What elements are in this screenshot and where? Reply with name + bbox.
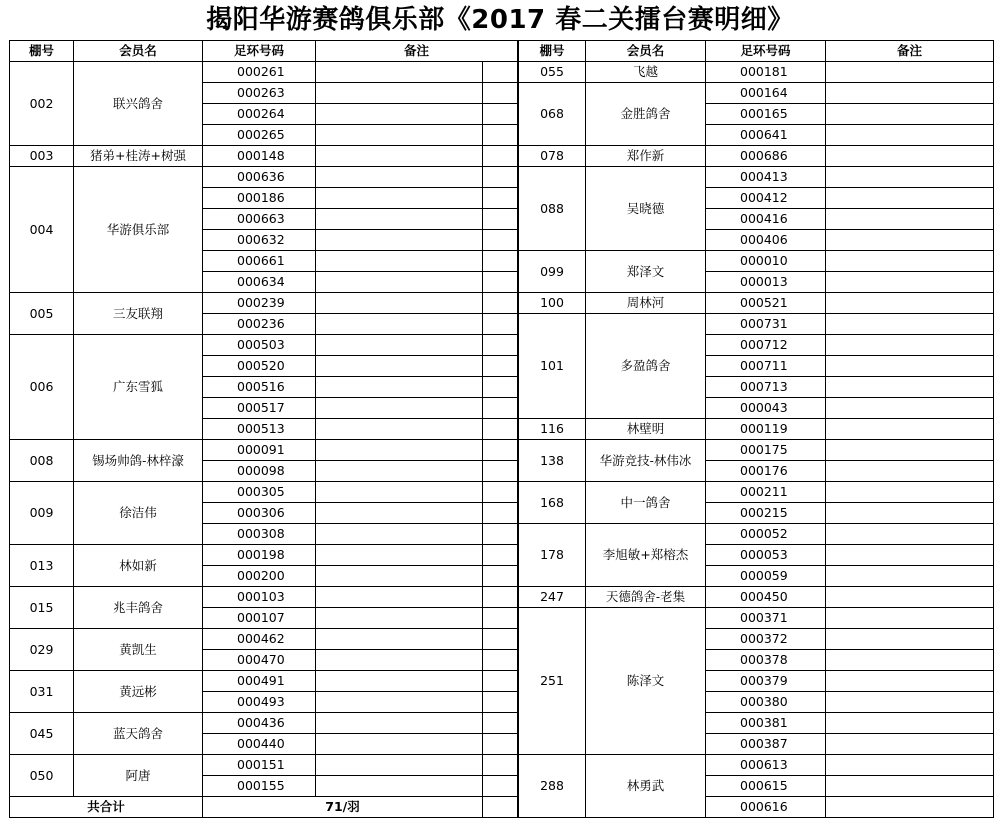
ring-number: 000711 bbox=[706, 356, 826, 377]
ring-number: 000198 bbox=[203, 545, 316, 566]
note-cell bbox=[826, 650, 994, 671]
table-row bbox=[519, 524, 994, 545]
ring-number: 000148 bbox=[203, 146, 316, 167]
total-row bbox=[10, 797, 518, 818]
member-name: 黄凯生 bbox=[74, 629, 203, 671]
ring-number: 000513 bbox=[203, 419, 316, 440]
shed-number: 008 bbox=[10, 440, 74, 482]
note-cell bbox=[316, 713, 483, 734]
ring-number: 000175 bbox=[706, 440, 826, 461]
ring-number: 000450 bbox=[706, 587, 826, 608]
note-cell bbox=[826, 482, 994, 503]
ring-number: 000052 bbox=[706, 524, 826, 545]
note-extra-cell bbox=[483, 482, 518, 503]
shed-number: 178 bbox=[519, 524, 586, 587]
table-row bbox=[519, 83, 994, 104]
header-shed: 棚号 bbox=[10, 41, 74, 62]
ring-number: 000186 bbox=[203, 188, 316, 209]
table-row bbox=[519, 293, 994, 314]
ring-number: 000059 bbox=[706, 566, 826, 587]
note-extra-cell bbox=[483, 398, 518, 419]
note-cell bbox=[826, 797, 994, 818]
member-name: 陈泽文 bbox=[586, 608, 706, 755]
note-cell bbox=[826, 587, 994, 608]
note-extra-cell bbox=[483, 608, 518, 629]
note-cell bbox=[826, 419, 994, 440]
note-extra-cell bbox=[483, 251, 518, 272]
ring-number: 000517 bbox=[203, 398, 316, 419]
header-note: 备注 bbox=[826, 41, 994, 62]
table-row bbox=[519, 62, 994, 83]
note-extra-cell bbox=[483, 230, 518, 251]
table-row bbox=[10, 629, 518, 650]
table-row bbox=[519, 146, 994, 167]
note-cell bbox=[316, 146, 483, 167]
note-cell bbox=[826, 230, 994, 251]
shed-number: 031 bbox=[10, 671, 74, 713]
member-name: 阿唐 bbox=[74, 755, 203, 797]
note-cell bbox=[316, 461, 483, 482]
total-blank bbox=[483, 797, 518, 818]
ring-number: 000436 bbox=[203, 713, 316, 734]
note-cell bbox=[316, 692, 483, 713]
note-cell bbox=[316, 524, 483, 545]
note-cell bbox=[826, 293, 994, 314]
member-name: 锡场帅鸽-林梓濠 bbox=[74, 440, 203, 482]
shed-number: 068 bbox=[519, 83, 586, 146]
ring-number: 000516 bbox=[203, 377, 316, 398]
note-extra-cell bbox=[483, 776, 518, 797]
member-name: 三友联翔 bbox=[74, 293, 203, 335]
note-cell bbox=[826, 629, 994, 650]
shed-number: 005 bbox=[10, 293, 74, 335]
note-extra-cell bbox=[483, 335, 518, 356]
table-row bbox=[519, 587, 994, 608]
note-extra-cell bbox=[483, 125, 518, 146]
note-extra-cell bbox=[483, 209, 518, 230]
member-name: 郑泽文 bbox=[586, 251, 706, 293]
ring-number: 000306 bbox=[203, 503, 316, 524]
member-name: 中一鸽舍 bbox=[586, 482, 706, 524]
member-name: 天德鸽舍-老集 bbox=[586, 587, 706, 608]
member-name: 飞越 bbox=[586, 62, 706, 83]
page-title: 揭阳华游赛鸽俱乐部《2017 春二关擂台赛明细》 bbox=[206, 5, 794, 35]
note-cell bbox=[316, 62, 483, 83]
header-note: 备注 bbox=[316, 41, 518, 62]
note-cell bbox=[826, 734, 994, 755]
note-extra-cell bbox=[483, 167, 518, 188]
note-cell bbox=[316, 188, 483, 209]
member-name: 联兴鸽舍 bbox=[74, 62, 203, 146]
ring-number: 000462 bbox=[203, 629, 316, 650]
shed-number: 003 bbox=[10, 146, 74, 167]
note-cell bbox=[316, 482, 483, 503]
ring-number: 000264 bbox=[203, 104, 316, 125]
member-name: 广东雪狐 bbox=[74, 335, 203, 440]
header-member: 会员名 bbox=[586, 41, 706, 62]
note-cell bbox=[826, 461, 994, 482]
ring-number: 000236 bbox=[203, 314, 316, 335]
note-cell bbox=[316, 356, 483, 377]
table-row bbox=[10, 545, 518, 566]
note-cell bbox=[826, 188, 994, 209]
ring-number: 000413 bbox=[706, 167, 826, 188]
note-cell bbox=[826, 503, 994, 524]
note-cell bbox=[826, 671, 994, 692]
note-cell bbox=[826, 104, 994, 125]
note-cell bbox=[826, 566, 994, 587]
note-cell bbox=[826, 251, 994, 272]
note-cell bbox=[826, 755, 994, 776]
ring-number: 000164 bbox=[706, 83, 826, 104]
ring-number: 000521 bbox=[706, 293, 826, 314]
member-name: 黄远彬 bbox=[74, 671, 203, 713]
total-label: 共合计 bbox=[10, 797, 203, 818]
ring-number: 000380 bbox=[706, 692, 826, 713]
note-cell bbox=[316, 566, 483, 587]
shed-number: 050 bbox=[10, 755, 74, 797]
table-row bbox=[10, 440, 518, 461]
note-cell bbox=[316, 608, 483, 629]
member-name: 郑作新 bbox=[586, 146, 706, 167]
member-name: 多盈鸽舍 bbox=[586, 314, 706, 419]
ring-number: 000371 bbox=[706, 608, 826, 629]
ring-number: 000013 bbox=[706, 272, 826, 293]
table-row bbox=[519, 440, 994, 461]
note-cell bbox=[316, 755, 483, 776]
note-cell bbox=[316, 671, 483, 692]
ring-number: 000305 bbox=[203, 482, 316, 503]
member-name: 林勇武 bbox=[586, 755, 706, 818]
note-cell bbox=[316, 209, 483, 230]
note-cell bbox=[826, 545, 994, 566]
member-name: 华游俱乐部 bbox=[74, 167, 203, 293]
note-cell bbox=[316, 83, 483, 104]
note-cell bbox=[826, 692, 994, 713]
ring-number: 000379 bbox=[706, 671, 826, 692]
member-name: 猪弟+桂涛+树强 bbox=[74, 146, 203, 167]
note-cell bbox=[316, 104, 483, 125]
note-cell bbox=[316, 440, 483, 461]
header-shed: 棚号 bbox=[519, 41, 586, 62]
shed-number: 045 bbox=[10, 713, 74, 755]
ring-number: 000119 bbox=[706, 419, 826, 440]
note-extra-cell bbox=[483, 755, 518, 776]
note-extra-cell bbox=[483, 650, 518, 671]
note-extra-cell bbox=[483, 293, 518, 314]
note-extra-cell bbox=[483, 419, 518, 440]
shed-number: 015 bbox=[10, 587, 74, 629]
right-detail-table bbox=[518, 40, 994, 818]
ring-number: 000263 bbox=[203, 83, 316, 104]
table-row bbox=[519, 755, 994, 776]
ring-number: 000616 bbox=[706, 797, 826, 818]
note-extra-cell bbox=[483, 566, 518, 587]
ring-number: 000308 bbox=[203, 524, 316, 545]
header-ring: 足环号码 bbox=[706, 41, 826, 62]
ring-number: 000636 bbox=[203, 167, 316, 188]
shed-number: 116 bbox=[519, 419, 586, 440]
ring-number: 000215 bbox=[706, 503, 826, 524]
note-cell bbox=[826, 146, 994, 167]
note-cell bbox=[316, 776, 483, 797]
ring-number: 000491 bbox=[203, 671, 316, 692]
ring-number: 000211 bbox=[706, 482, 826, 503]
ring-number: 000091 bbox=[203, 440, 316, 461]
table-row bbox=[519, 419, 994, 440]
ring-number: 000261 bbox=[203, 62, 316, 83]
note-extra-cell bbox=[483, 377, 518, 398]
ring-number: 000387 bbox=[706, 734, 826, 755]
note-extra-cell bbox=[483, 629, 518, 650]
shed-number: 251 bbox=[519, 608, 586, 755]
note-cell bbox=[316, 545, 483, 566]
member-name: 蓝天鸽舍 bbox=[74, 713, 203, 755]
table-row bbox=[519, 314, 994, 335]
ring-number: 000493 bbox=[203, 692, 316, 713]
header-member: 会员名 bbox=[74, 41, 203, 62]
ring-number: 000613 bbox=[706, 755, 826, 776]
member-name: 李旭敏+郑榕杰 bbox=[586, 524, 706, 587]
note-extra-cell bbox=[483, 104, 518, 125]
note-extra-cell bbox=[483, 272, 518, 293]
note-cell bbox=[826, 62, 994, 83]
ring-number: 000107 bbox=[203, 608, 316, 629]
note-cell bbox=[826, 209, 994, 230]
shed-number: 013 bbox=[10, 545, 74, 587]
ring-number: 000634 bbox=[203, 272, 316, 293]
ring-number: 000412 bbox=[706, 188, 826, 209]
ring-number: 000503 bbox=[203, 335, 316, 356]
shed-number: 100 bbox=[519, 293, 586, 314]
note-extra-cell bbox=[483, 587, 518, 608]
total-value: 71/羽 bbox=[203, 797, 483, 818]
ring-number: 000378 bbox=[706, 650, 826, 671]
table-row bbox=[10, 671, 518, 692]
left-detail-table bbox=[9, 40, 518, 818]
note-cell bbox=[316, 167, 483, 188]
note-extra-cell bbox=[483, 440, 518, 461]
shed-number: 078 bbox=[519, 146, 586, 167]
note-extra-cell bbox=[483, 62, 518, 83]
ring-number: 000053 bbox=[706, 545, 826, 566]
note-cell bbox=[316, 650, 483, 671]
ring-number: 000731 bbox=[706, 314, 826, 335]
shed-number: 288 bbox=[519, 755, 586, 818]
table-row bbox=[10, 482, 518, 503]
note-cell bbox=[316, 293, 483, 314]
note-extra-cell bbox=[483, 146, 518, 167]
shed-number: 247 bbox=[519, 587, 586, 608]
ring-number: 000265 bbox=[203, 125, 316, 146]
ring-number: 000661 bbox=[203, 251, 316, 272]
member-name: 徐洁伟 bbox=[74, 482, 203, 545]
note-cell bbox=[826, 398, 994, 419]
note-extra-cell bbox=[483, 83, 518, 104]
member-name: 吴晓德 bbox=[586, 167, 706, 251]
note-cell bbox=[316, 587, 483, 608]
table-row bbox=[519, 167, 994, 188]
ring-number: 000713 bbox=[706, 377, 826, 398]
ring-number: 000381 bbox=[706, 713, 826, 734]
member-name: 林壁明 bbox=[586, 419, 706, 440]
ring-number: 000520 bbox=[203, 356, 316, 377]
note-cell bbox=[826, 356, 994, 377]
table-row bbox=[519, 482, 994, 503]
note-extra-cell bbox=[483, 524, 518, 545]
shed-number: 138 bbox=[519, 440, 586, 482]
note-extra-cell bbox=[483, 314, 518, 335]
ring-number: 000632 bbox=[203, 230, 316, 251]
note-extra-cell bbox=[483, 356, 518, 377]
ring-number: 000010 bbox=[706, 251, 826, 272]
shed-number: 002 bbox=[10, 62, 74, 146]
shed-number: 029 bbox=[10, 629, 74, 671]
note-cell bbox=[826, 125, 994, 146]
note-cell bbox=[826, 377, 994, 398]
note-extra-cell bbox=[483, 692, 518, 713]
member-name: 林如新 bbox=[74, 545, 203, 587]
ring-number: 000155 bbox=[203, 776, 316, 797]
shed-number: 088 bbox=[519, 167, 586, 251]
ring-number: 000416 bbox=[706, 209, 826, 230]
note-cell bbox=[826, 335, 994, 356]
note-cell bbox=[826, 167, 994, 188]
note-cell bbox=[826, 314, 994, 335]
note-cell bbox=[316, 377, 483, 398]
right-header-row bbox=[519, 41, 994, 62]
note-cell bbox=[826, 272, 994, 293]
ring-number: 000098 bbox=[203, 461, 316, 482]
ring-number: 000406 bbox=[706, 230, 826, 251]
note-extra-cell bbox=[483, 734, 518, 755]
ring-number: 000239 bbox=[203, 293, 316, 314]
note-cell bbox=[826, 776, 994, 797]
shed-number: 168 bbox=[519, 482, 586, 524]
left-header-row bbox=[10, 41, 518, 62]
ring-number: 000663 bbox=[203, 209, 316, 230]
shed-number: 101 bbox=[519, 314, 586, 419]
note-extra-cell bbox=[483, 188, 518, 209]
note-cell bbox=[316, 272, 483, 293]
ring-number: 000372 bbox=[706, 629, 826, 650]
ring-number: 000043 bbox=[706, 398, 826, 419]
note-cell bbox=[316, 125, 483, 146]
shed-number: 055 bbox=[519, 62, 586, 83]
ring-number: 000103 bbox=[203, 587, 316, 608]
ring-number: 000686 bbox=[706, 146, 826, 167]
note-cell bbox=[316, 335, 483, 356]
ring-number: 000440 bbox=[203, 734, 316, 755]
note-cell bbox=[316, 230, 483, 251]
ring-number: 000615 bbox=[706, 776, 826, 797]
ring-number: 000641 bbox=[706, 125, 826, 146]
note-extra-cell bbox=[483, 671, 518, 692]
table-row bbox=[519, 251, 994, 272]
table-row bbox=[519, 608, 994, 629]
table-row bbox=[10, 293, 518, 314]
note-extra-cell bbox=[483, 461, 518, 482]
ring-number: 000165 bbox=[706, 104, 826, 125]
note-cell bbox=[826, 713, 994, 734]
note-cell bbox=[316, 251, 483, 272]
note-cell bbox=[826, 608, 994, 629]
table-row bbox=[10, 146, 518, 167]
note-extra-cell bbox=[483, 503, 518, 524]
note-cell bbox=[316, 629, 483, 650]
ring-number: 000200 bbox=[203, 566, 316, 587]
ring-number: 000712 bbox=[706, 335, 826, 356]
shed-number: 009 bbox=[10, 482, 74, 545]
note-cell bbox=[826, 524, 994, 545]
note-cell bbox=[826, 83, 994, 104]
note-cell bbox=[316, 419, 483, 440]
note-cell bbox=[316, 314, 483, 335]
note-extra-cell bbox=[483, 545, 518, 566]
member-name: 金胜鸽舍 bbox=[586, 83, 706, 146]
note-extra-cell bbox=[483, 713, 518, 734]
note-cell bbox=[316, 734, 483, 755]
table-row bbox=[10, 713, 518, 734]
ring-number: 000176 bbox=[706, 461, 826, 482]
note-cell bbox=[826, 440, 994, 461]
table-row bbox=[10, 167, 518, 188]
member-name: 华游竞技-林伟冰 bbox=[586, 440, 706, 482]
header-ring: 足环号码 bbox=[203, 41, 316, 62]
member-name: 兆丰鸽舍 bbox=[74, 587, 203, 629]
note-cell bbox=[316, 398, 483, 419]
note-cell bbox=[316, 503, 483, 524]
table-row bbox=[10, 755, 518, 776]
ring-number: 000470 bbox=[203, 650, 316, 671]
ring-number: 000151 bbox=[203, 755, 316, 776]
ring-number: 000181 bbox=[706, 62, 826, 83]
shed-number: 099 bbox=[519, 251, 586, 293]
shed-number: 004 bbox=[10, 167, 74, 293]
shed-number: 006 bbox=[10, 335, 74, 440]
table-row bbox=[10, 587, 518, 608]
table-row bbox=[10, 335, 518, 356]
member-name: 周林河 bbox=[586, 293, 706, 314]
table-row bbox=[10, 62, 518, 83]
